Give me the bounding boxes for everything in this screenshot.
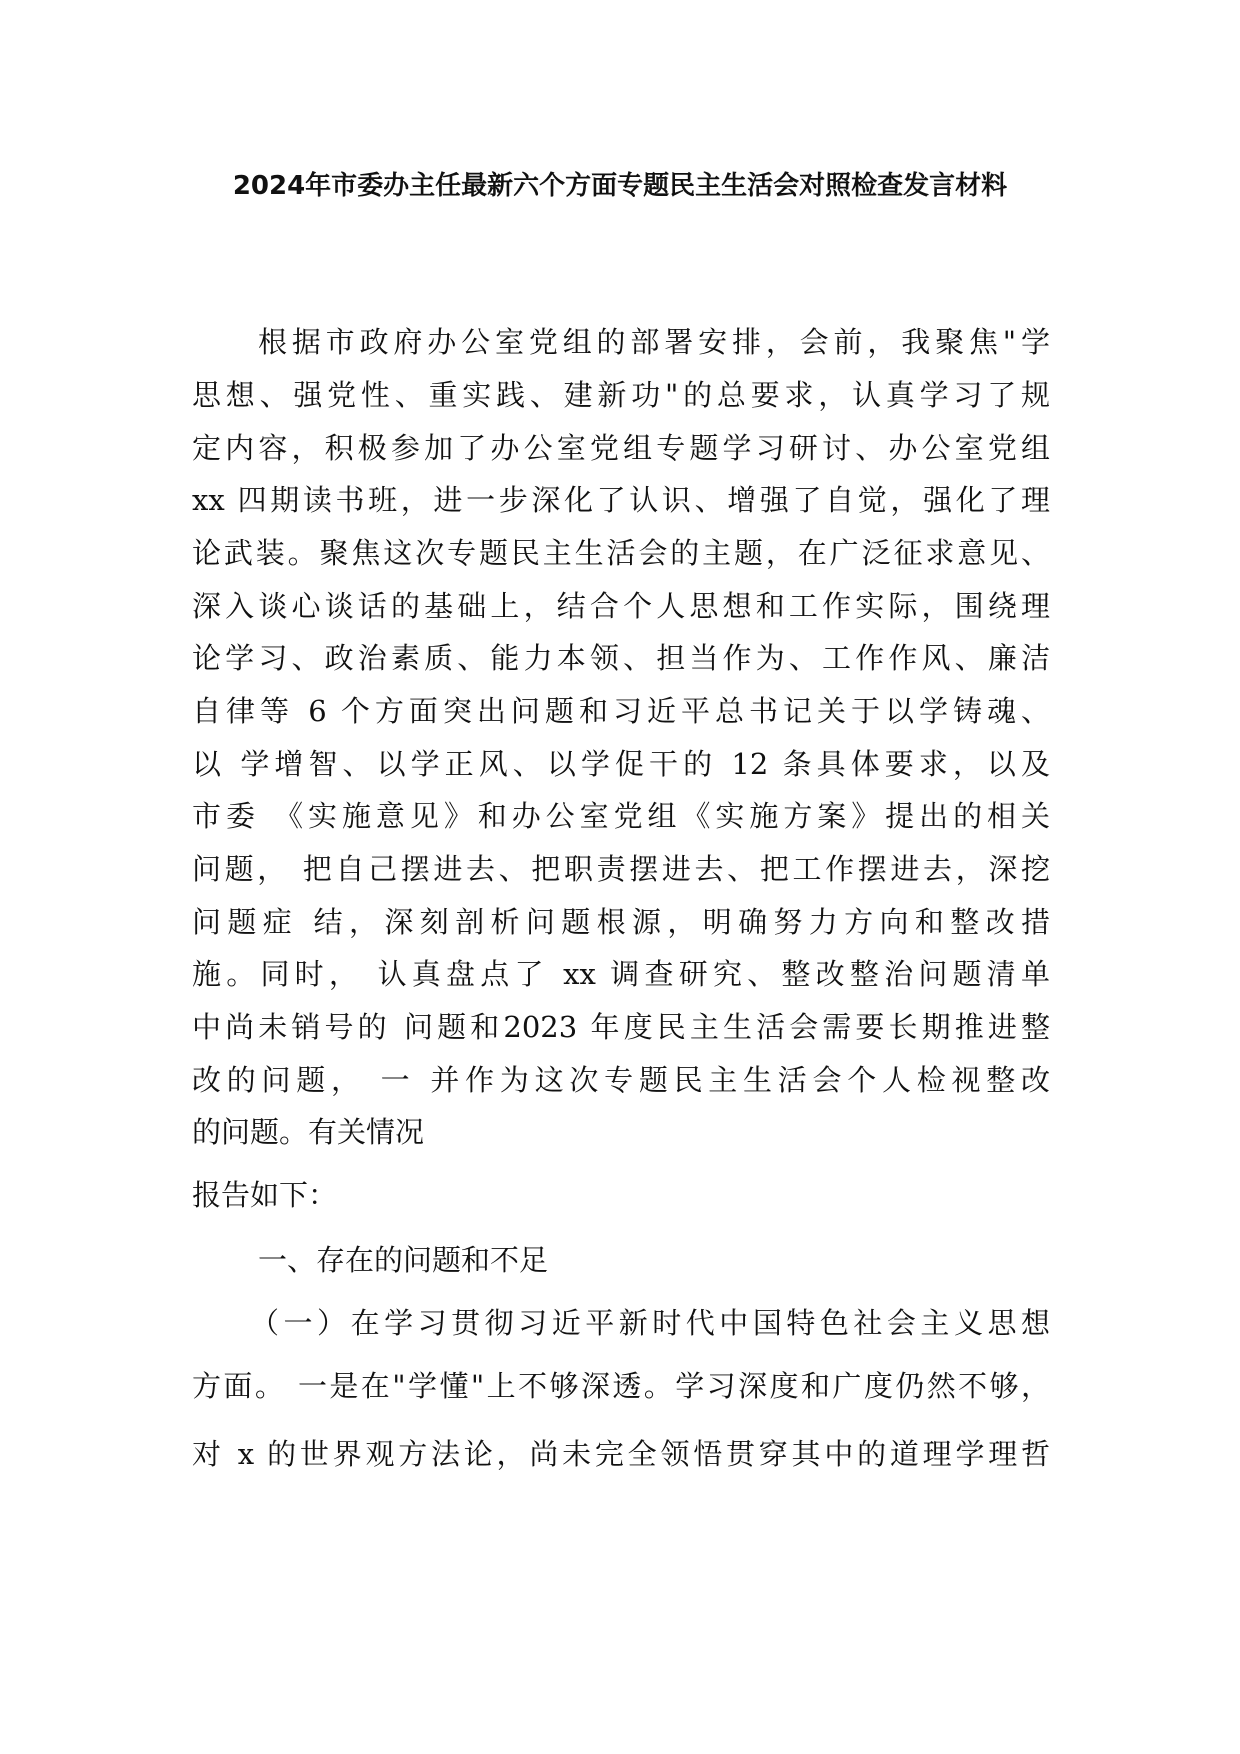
paragraph-line: 论学习、政治素质、能力本领、担当作为、工作作风、廉洁 [192,641,1050,675]
paragraph-line: 的问题。有关情况 [192,1115,425,1149]
paragraph-line: 中尚未销号的 问题和2023 年度民主生活会需要长期推进整 [192,1010,1050,1044]
paragraph-line: 问题症 结，深刻剖析问题根源，明确努力方向和整改措 [192,905,1050,939]
paragraph-line: 对 x 的世界观方法论，尚未完全领悟贯穿其中的道理学理哲 [192,1437,1050,1471]
paragraph-line: 定内容，积极参加了办公室党组专题学习研讨、办公室党组 [192,431,1050,465]
section-heading: 一、存在的问题和不足 [258,1243,549,1277]
paragraph-line: 根据市政府办公室党组的部署安排，会前，我聚焦"学 [258,325,1050,359]
paragraph-line: 深入谈心谈话的基础上，结合个人思想和工作实际，围绕理 [192,589,1050,623]
paragraph-line: 思想、强党性、重实践、建新功"的总要求，认真学习了规 [192,378,1050,412]
paragraph-line: 论武装。聚焦这次专题民主生活会的主题，在广泛征求意见、 [192,536,1050,570]
paragraph-line: xx 四期读书班，进一步深化了认识、增强了自觉，强化了理 [192,483,1050,517]
paragraph-line: 改的问题， 一 并作为这次专题民主生活会个人检视整改 [192,1063,1050,1097]
paragraph-line: 方面。 一是在"学懂"上不够深透。学习深度和广度仍然不够， [192,1369,1050,1403]
paragraph-line: 市委 《实施意见》和办公室党组《实施方案》提出的相关 [192,799,1050,833]
paragraph-line: 自律等 6 个方面突出问题和习近平总书记关于以学铸魂、 [192,694,1050,728]
subsection-heading: （一）在学习贯彻习近平新时代中国特色社会主义思想 [250,1306,1050,1340]
paragraph-line: 施。同时， 认真盘点了 xx 调查研究、整改整治问题清单 [192,957,1050,991]
paragraph-line: 以 学增智、以学正风、以学促干的 12 条具体要求，以及 [192,747,1050,781]
paragraph-line: 问题， 把自己摆进去、把职责摆进去、把工作摆进去，深挖 [192,852,1050,886]
document-title: 2024年市委办主任最新六个方面专题民主生活会对照检查发言材料 [232,171,1008,201]
paragraph-line: 报告如下： [192,1178,338,1212]
